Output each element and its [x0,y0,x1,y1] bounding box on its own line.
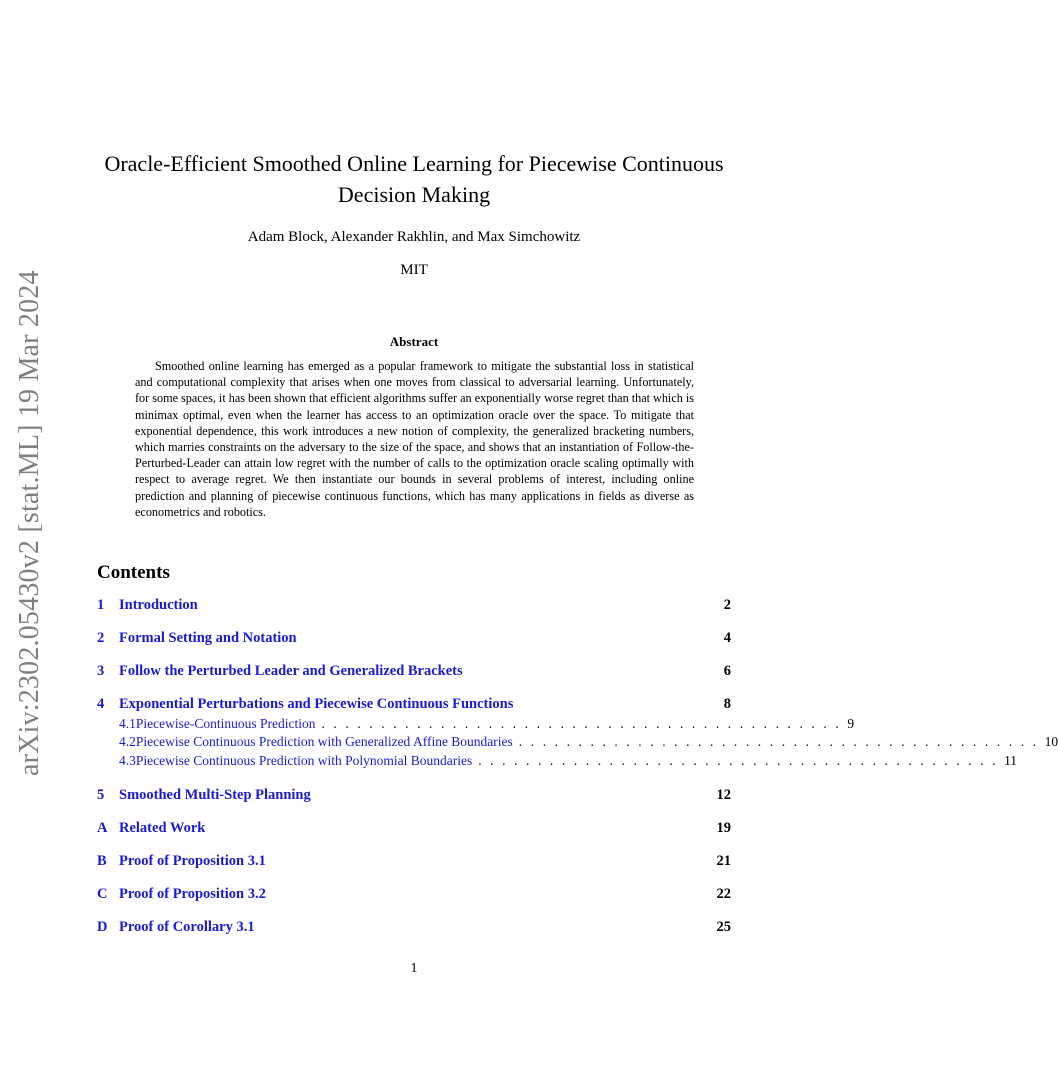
toc-entry-multi-step-planning[interactable] [97,787,731,807]
toc-entry-link[interactable]: Proof of Proposition 3.1 [119,852,266,869]
toc-entry-proof-corollary-3-1[interactable] [97,919,731,939]
toc-entry-number: 5 [97,786,105,803]
toc-entry-exponential-perturbations[interactable] [97,696,731,716]
toc-entry-link[interactable]: Proof of Corollary 3.1 [119,918,255,935]
toc-subentry-4-2[interactable] [97,734,1058,752]
toc-entry-number: A [97,819,108,836]
toc-entry-link[interactable]: Exponential Perturbations and Piecewise Continuous Functions [119,696,514,712]
toc-entry-page: 4 [723,630,731,646]
toc-subentry-page: 10 [1044,734,1058,750]
page-number: 1 [410,961,418,976]
abstract-heading: Abstract [389,334,439,349]
toc-entry-ftpl[interactable] [97,663,731,683]
toc-entry-number: 4 [97,696,105,712]
abstract-text: Smoothed online learning has emerged as a popular framework to mitigate the substantial loss in statistical and computational complexity that arises when one moves from classical to adversarial learning. Unfortunately, for some spaces, it has been shown that efficient algorithms suffer an exponentially worse regret than that which is minimax optimal, even when the learner has access to an optimization oracle over the space. To mitigate that exponential dependence, this work introduces a new notion of complexity, the generalized bracketing numbers, which marries constraints on the adversary to the size of the space, and shows that an instantiation of Follow-the-Perturbed-Leader can attain low regret with the number of calls to the optimization oracle scaling optimally with respect to average regret. We then instantiate our bounds in several problems of interest, including online prediction and planning of piecewise continuous functions, which has many applications in fields as diverse as econometrics and robotics. [135,359,694,519]
table-of-contents [97,597,1058,939]
toc-subentry-number: 4.1 [119,716,136,731]
contents-heading: Contents [97,562,170,583]
toc-subentry-number: 4.3 [119,752,136,768]
toc-entry-introduction[interactable] [97,597,731,617]
toc-entry-number: B [97,852,107,869]
toc-subentry-number: 4.2 [119,734,136,750]
toc-entry-page: 6 [723,663,731,679]
toc-subentry-4-1[interactable] [97,716,855,734]
toc-entry-link[interactable]: Related Work [119,819,206,836]
paper-title: Oracle-Efficient Smoothed Online Learning for Piecewise Continuous Decision Making [104,151,724,207]
affiliation: MIT [400,262,428,278]
toc-subentry-page: 11 [1004,752,1018,768]
toc-entry-page: 25 [716,918,731,935]
toc-entry-related-work[interactable] [97,820,731,840]
toc-entry-link[interactable]: Proof of Proposition 3.2 [119,885,266,902]
toc-leader-dots: . . . . . . . . . . . . . . . . . . . . . . . . . . . . . . . . . . . . . . . . . . . . [321,716,842,731]
toc-leader-dots: . . . . . . . . . . . . . . . . . . . . . . . . . . . . . . . . . . . . . . . . . . . . [478,752,999,768]
toc-subentry-link[interactable]: Piecewise-Continuous Prediction [135,716,316,731]
toc-entry-link[interactable]: Formal Setting and Notation [119,630,297,646]
toc-leader-dots: . . . . . . . . . . . . . . . . . . . . . . . . . . . . . . . . . . . . . . . . . . . . [518,734,1039,750]
toc-entry-link[interactable]: Follow the Perturbed Leader and Generalized Brackets [119,663,463,679]
toc-entry-number: 1 [97,597,105,613]
toc-entry-link[interactable]: Smoothed Multi-Step Planning [119,786,311,803]
toc-entry-link[interactable]: Introduction [119,597,198,613]
toc-entry-proof-prop-3-1[interactable] [97,853,731,873]
toc-entry-proof-prop-3-2[interactable] [97,886,731,906]
toc-subentry-4-3[interactable] [97,752,1018,771]
toc-entry-page: 2 [723,597,731,613]
toc-entry-number: 2 [97,630,105,646]
author-list: Adam Block, Alexander Rakhlin, and Max Simchowitz [247,229,581,245]
toc-subentry-link[interactable]: Piecewise Continuous Prediction with Generalized Affine Boundaries [135,734,513,750]
arxiv-identifier-stamp: arXiv:2302.05430v2 [stat.ML] 19 Mar 2024 [14,270,45,776]
toc-subentry-link[interactable]: Piecewise Continuous Prediction with Polynomial Boundaries [135,752,473,768]
toc-entry-page: 12 [716,786,731,803]
toc-entry-number: D [97,918,108,935]
toc-entry-page: 8 [723,696,731,712]
toc-subentry-page: 9 [847,716,855,731]
toc-entry-formal-setting[interactable] [97,630,731,650]
toc-entry-number: 3 [97,663,105,679]
toc-entry-page: 19 [716,819,731,836]
toc-entry-number: C [97,885,108,902]
toc-entry-page: 21 [716,852,731,869]
toc-entry-page: 22 [716,885,731,902]
